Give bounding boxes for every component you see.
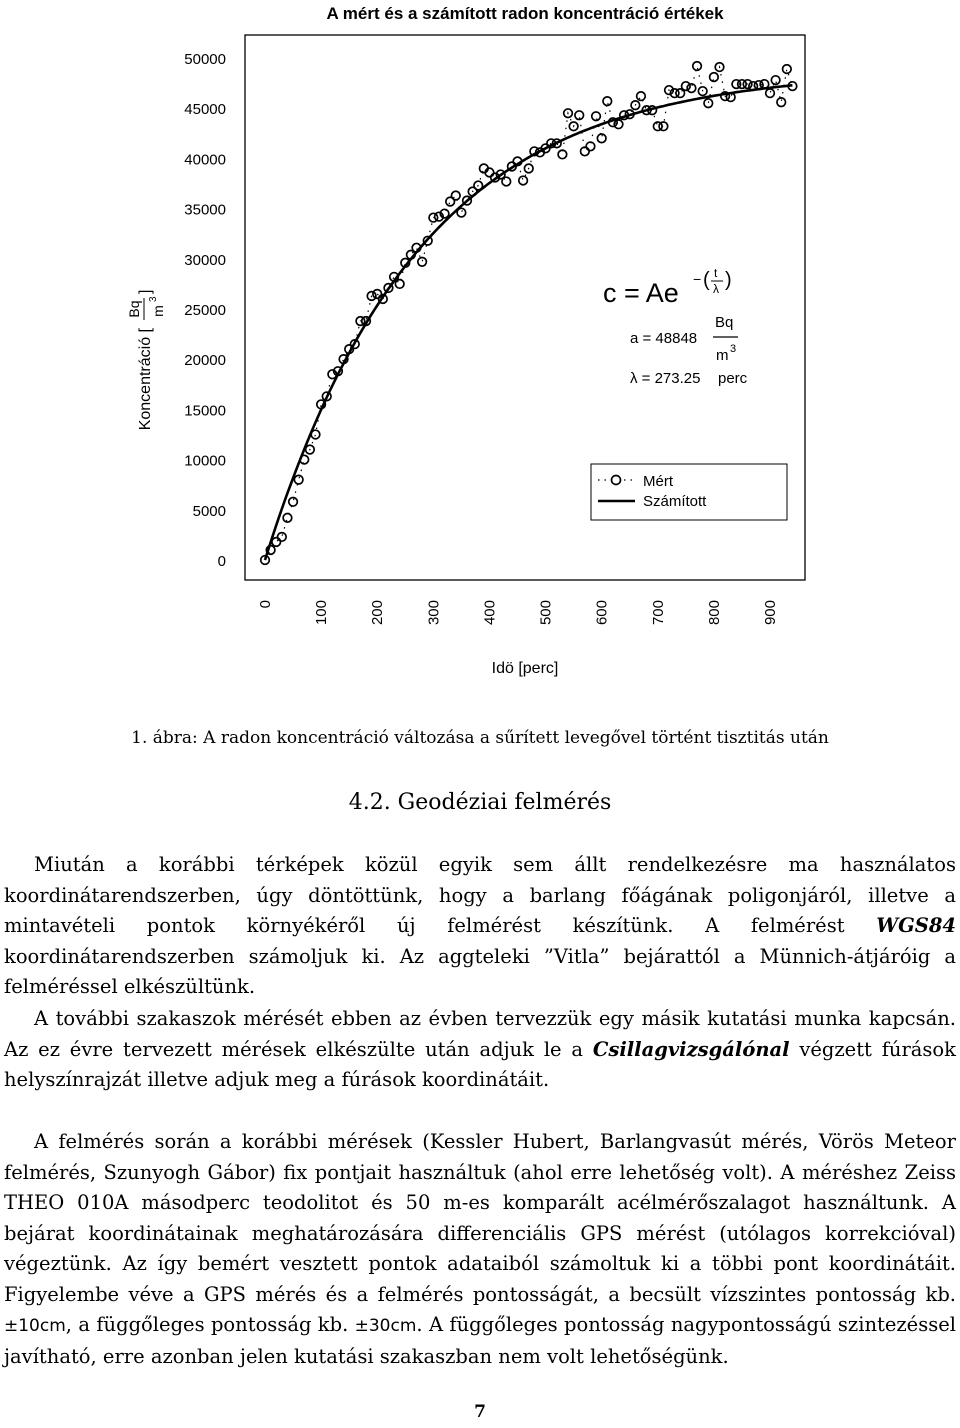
legend-measured-marker [612, 476, 621, 485]
measured-point [395, 280, 404, 289]
x-tick-label: 0 [257, 600, 274, 609]
section-title: 4.2. Geodéziai felmérés [348, 790, 612, 815]
measured-point [682, 82, 691, 91]
p1-wgs84: WGS84 [876, 914, 956, 937]
y-tick-label: 35000 [184, 201, 226, 219]
x-tick-label: 800 [705, 600, 723, 626]
legend-computed-label: Számított [643, 493, 707, 510]
formula-unit-pow: 3 [730, 343, 737, 355]
p2-text-a: A további szakaszok mérését ebben az évben tervezzük egy másik kutatási munka kapcsán. Az ez évre tervezett mérések elkészülte után adjuk le a [4, 1007, 956, 1061]
y-axis-unit-pow: 3 [148, 296, 159, 302]
measured-point [418, 258, 427, 267]
formula-a: a = 48848 [630, 330, 698, 347]
x-axis-label: Idö [perc] [491, 660, 559, 677]
measured-point [637, 92, 646, 101]
formula-exp-sign: − [693, 271, 702, 287]
formula-exp-den: λ [713, 282, 719, 296]
measured-point [710, 73, 719, 82]
y-tick-label: 25000 [184, 302, 226, 319]
formula-unit-num: Bq [715, 314, 734, 331]
measured-point [704, 99, 713, 108]
p1-text-c: koordinátarendszerben számoljuk ki. Az aggteleki ”Vitla” bejárattól a Münnich-átjáróig a felméréssel elkészültünk. [4, 944, 956, 998]
x-axis [257, 600, 779, 625]
measured-point [502, 177, 511, 186]
formula-lambda: λ = 273.25 [630, 370, 701, 387]
measured-point [659, 122, 668, 131]
y-axis [184, 51, 226, 570]
y-tick-label: 0 [217, 553, 226, 570]
p3-text-e: . A függőleges pontosság nagypontosságú szintezéssel javítható, erre azonban jelen kutatási szakaszban nem volt lehetőségünk. [4, 1313, 956, 1368]
measured-point [272, 538, 281, 547]
formula-box [603, 266, 748, 387]
y-axis-unit-den: m [150, 305, 166, 317]
y-tick-label: 15000 [184, 402, 226, 420]
formula-lhs: c = Ae [603, 278, 679, 308]
measured-point [766, 89, 775, 98]
figure-caption: 1. ábra: A radon koncentráció változása a sűrített levegővel történt tisztitás után [131, 728, 829, 748]
paragraph-2 [4, 1004, 956, 1096]
y-axis-label-suffix: ] [137, 289, 154, 294]
measured-point [373, 290, 382, 299]
measured-point [603, 97, 612, 106]
measured-point [451, 191, 460, 200]
measured-point [771, 76, 780, 85]
measured-point [294, 475, 303, 484]
measured-point [614, 120, 623, 129]
x-tick-label: 600 [593, 600, 611, 626]
y-axis-label [126, 290, 166, 431]
page-number: 7 [474, 1402, 486, 1422]
p3-text-a: A felmérés során a korábbi mérések (Kessler Hubert, Barlangvasút mérés, Vörös Meteor felmérés, Szunyogh Gábor) fix pontjait használtuk (ahol erre lehetőség volt). A méréshez Zeiss THEO 010A másodperc teodolitot és 50 m-es komparált acélmérőszalagot használtunk. A bejárat koordinátainak meghatározására differenciális GPS mérést (utólagos korrekcióval) végeztünk. Az így bemért vesztett pontok adataiból számoltuk ki a többi pont koordinátáit. Figyelembe véve a GPS mérés és a felmérés pontosságát, a becsült vízszintes pontosság kb. [4, 1130, 956, 1306]
measured-point [777, 98, 786, 107]
chart-title: A mért és a számított radon koncentráció értékek [326, 4, 724, 23]
y-tick-label: 40000 [184, 151, 226, 169]
paragraph-3 [4, 1127, 956, 1372]
p2-csillagvizsgalo: Csillagvizsgálónal [592, 1037, 790, 1061]
measured-point [289, 497, 298, 506]
formula-lambda-unit: perc [718, 370, 748, 387]
p3-horizontal-precision: ±10cm [4, 1316, 66, 1336]
y-tick-label: 5000 [192, 502, 226, 520]
y-axis-label-prefix: Koncentráció [ [137, 328, 154, 431]
y-tick-label: 30000 [184, 251, 226, 269]
measured-point [519, 176, 528, 185]
x-tick-label: 300 [425, 600, 443, 626]
legend-box [591, 464, 787, 520]
x-tick-label: 700 [649, 600, 667, 626]
measured-point [586, 142, 595, 151]
formula-exp-open: ( [703, 269, 710, 291]
measured-point [592, 112, 601, 121]
x-tick-label: 200 [369, 600, 387, 626]
y-tick-label: 20000 [184, 352, 226, 370]
formula-unit-den: m [716, 347, 729, 364]
y-tick-label: 45000 [184, 101, 226, 119]
x-tick-label: 900 [762, 600, 779, 626]
measured-point [687, 84, 696, 93]
measured-point [783, 65, 792, 74]
paragraph-1 [4, 850, 956, 1003]
p3-text-c: , a függőleges pontosság kb. [65, 1313, 355, 1336]
measured-point [283, 514, 292, 523]
x-tick-label: 400 [481, 600, 499, 626]
legend-measured-label: Mért [643, 473, 673, 490]
y-tick-label: 50000 [184, 51, 226, 68]
p3-vertical-precision: ±30cm [354, 1316, 417, 1336]
formula-exp-close: ) [725, 269, 732, 291]
x-tick-label: 500 [537, 600, 555, 626]
y-tick-label: 10000 [184, 452, 226, 470]
y-axis-unit-num: Bq [126, 300, 142, 318]
x-tick-label: 100 [313, 600, 331, 626]
p1-text-a: Miután a korábbi térképek közül egyik sem állt rendelkezésre ma használatos koordinátarendszerben, úgy döntöttünk, hogy a barlang főágának poligonjáról, illetve a mintavételi pontok környékéről új felmérést készítünk. A felmérést [4, 853, 956, 937]
measured-point [278, 533, 287, 542]
formula-exp-num: t [714, 266, 718, 280]
legend [591, 464, 787, 520]
measured-point [693, 62, 702, 71]
p2-text-c: végzett fúrások helyszínrajzát illetve adjuk meg a fúrások koordinátáit. [4, 1037, 956, 1091]
